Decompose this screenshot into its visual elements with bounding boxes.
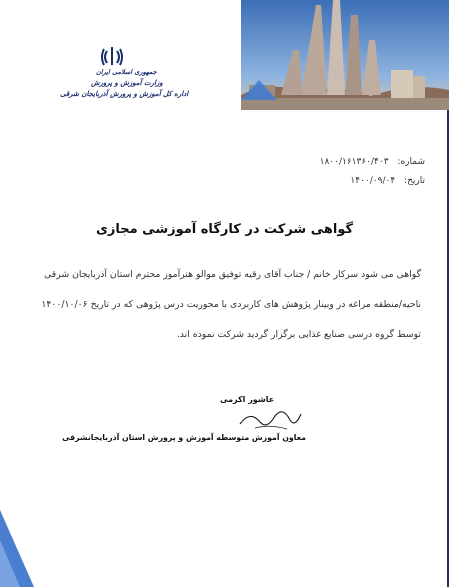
corner-decoration (0, 510, 34, 587)
logo-line-directorate: اداره کل آموزش و پرورش آذربایجان شرقی (60, 89, 189, 98)
logo-line-republic: جمهوری اسلامی ایران (96, 68, 157, 76)
letter-date (350, 176, 425, 186)
body-line: گواهی می شود سرکار خانم / جناب آقای رقیه توفیق موالو هنرآموز محترم استان آذربایجان شرقی (44, 269, 421, 280)
date-value: ۱۴۰۰/۰۹/۰۴ (350, 176, 396, 186)
iran-emblem-icon (100, 45, 124, 67)
signatory-title: معاون آموزش متوسطه آموزش و پرورش استان آذربایجانشرقی (62, 433, 306, 442)
date-label: تاریخ: (404, 176, 425, 186)
ministry-logo (60, 45, 189, 120)
logo-line-ministry: وزارت آموزش و پرورش (91, 78, 163, 87)
body-line: توسط گروه درسی صنایع غذایی برگزار گردید شرکت نموده اند. (176, 329, 421, 340)
certificate-body (28, 260, 421, 350)
page-title: گواهی شرکت در کارگاه آموزشی مجازی (95, 222, 354, 237)
letter-number (320, 157, 425, 167)
monument-photo (241, 0, 449, 110)
body-line: ناحیه/منطقه مراغه در وبینار پژوهش های کاربردی با محوریت درس پژوهی که در تاریخ ۱۴۰۰/۱۰/۰۶ (41, 299, 421, 310)
number-label: شماره: (397, 157, 425, 167)
handwritten-signature (235, 402, 305, 434)
number-value: ۱۸۰۰/۱۶۱۳۶۰/۴۰۳ (319, 157, 389, 167)
signatory-name: عاشور اکرمی (220, 395, 275, 404)
